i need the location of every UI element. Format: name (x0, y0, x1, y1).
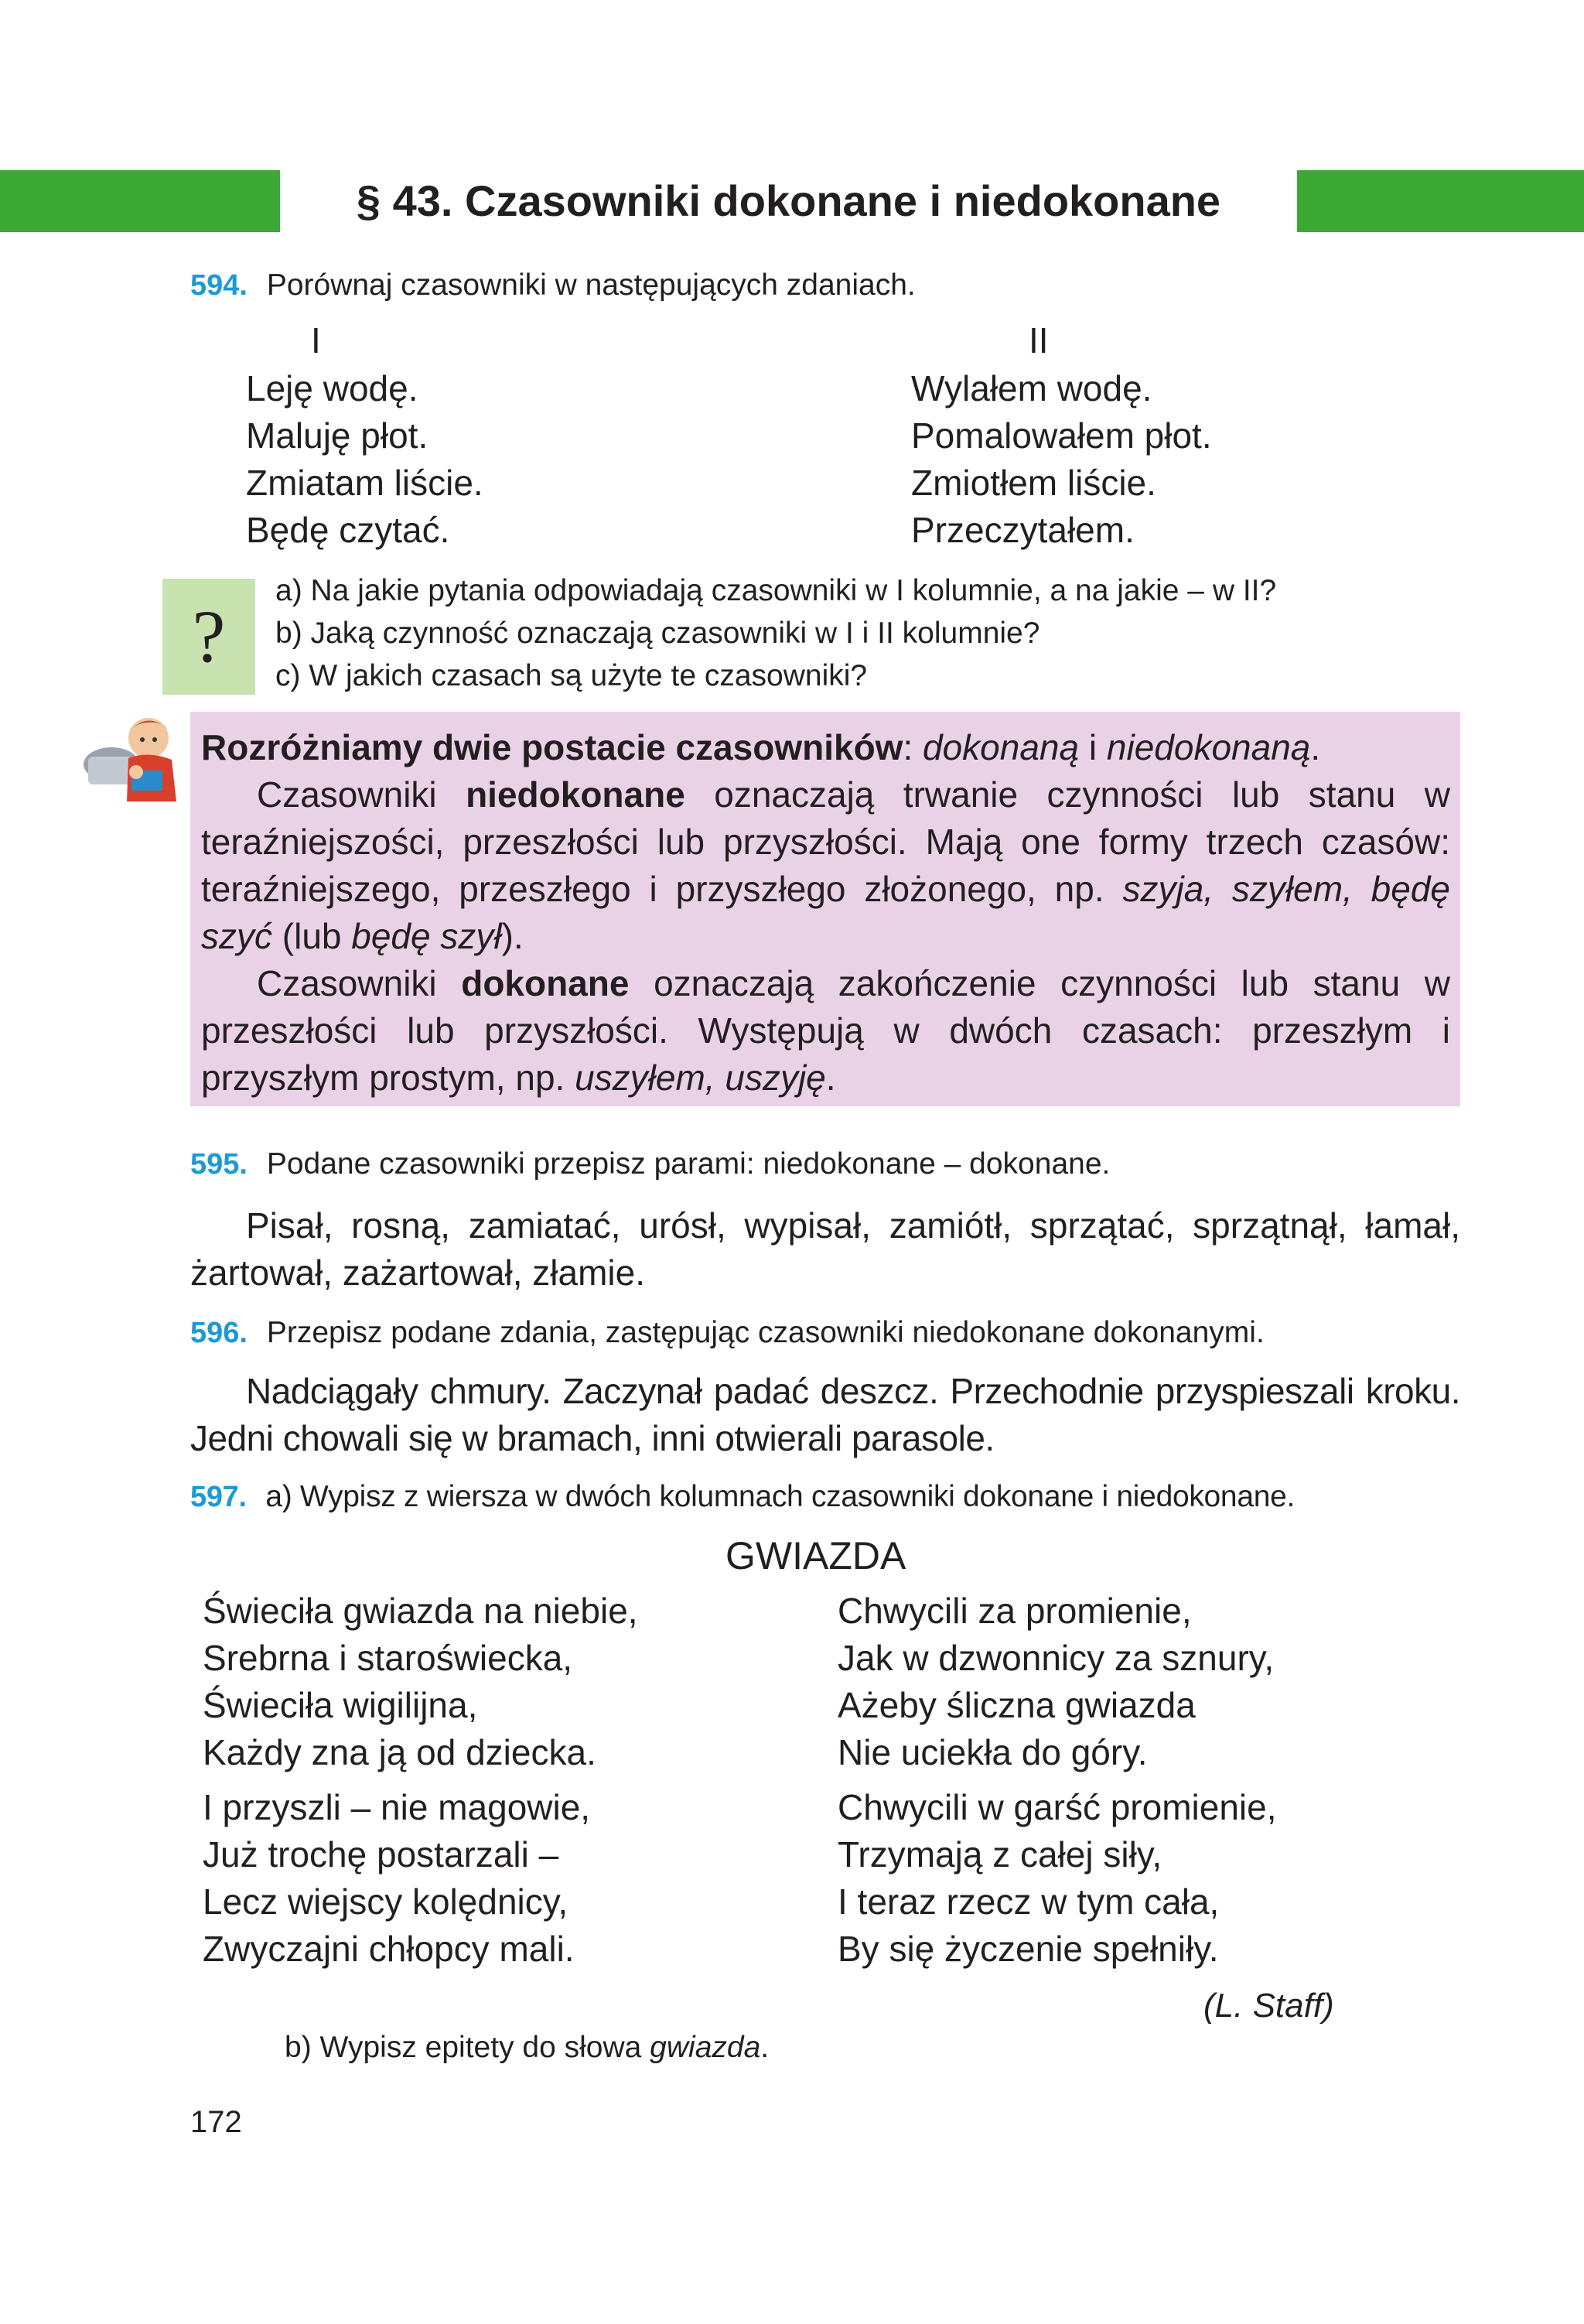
text: Czasowniki (257, 963, 462, 1003)
poem-line: Świeciła wigilijna, (203, 1685, 478, 1725)
question-list (275, 569, 1276, 697)
poem-left-stanza-2 (203, 1784, 590, 1973)
bold-term: niedokonane (466, 774, 685, 815)
text: b) Wypisz epitety do słowa (285, 2031, 650, 2064)
text: ). (501, 916, 524, 956)
exercise-instruction: a) Wypisz z wiersza w dwóch kolumnach czasowniki dokonane i niedokonane. (265, 1480, 1296, 1513)
question-item: c) W jakich czasach są użyte te czasowniki? (275, 659, 868, 692)
question-box (162, 579, 255, 695)
italic-term: dokonaną (923, 727, 1080, 767)
exercise-594-heading (190, 265, 916, 306)
sentence: Wylałem wodę. (911, 368, 1152, 408)
poem-line: Jak w dzwonnicy za sznury, (838, 1638, 1275, 1678)
poem-line: Chwycili za promienie, (838, 1591, 1192, 1631)
italic-term: niedokonaną (1106, 727, 1311, 767)
exercise-595-text: Pisał, rosną, zamiatać, urósł, wypisał, zamiótł, sprzątać, sprzątnął, łamał, żartował, zażartował, złamie. (190, 1205, 1460, 1293)
sentence-column-2 (911, 365, 1212, 554)
rule-paragraph-1 (201, 724, 1450, 771)
poem-line: Świeciła gwiazda na niebie, (203, 1591, 638, 1631)
text: : (903, 727, 923, 767)
sentence-column-1 (246, 365, 483, 554)
poem-right-stanza-2 (838, 1784, 1277, 1973)
sentence: Leję wodę. (246, 368, 418, 408)
column-header-1: I (311, 320, 321, 361)
bold-term: dokonane (461, 963, 630, 1003)
poem-line: Trzymają z całej siły, (838, 1834, 1162, 1875)
italic-example: będę szył (351, 916, 502, 956)
poem-author: (L. Staff) (1203, 1987, 1334, 2025)
exercise-597-heading (190, 1476, 1295, 1518)
exercise-number: 594. (190, 269, 248, 302)
column-header-2: II (1029, 320, 1049, 361)
poem-line: Zwyczajni chłopcy mali. (203, 1929, 575, 1969)
exercise-instruction: Przepisz podane zdania, zastępując czasowniki niedokonane dokonanymi. (266, 1316, 1265, 1349)
question-item: a) Na jakie pytania odpowiadają czasowniki w I kolumnie, a na jakie – w II? (275, 574, 1277, 607)
text: i (1079, 727, 1107, 767)
text: . (1310, 727, 1321, 767)
text: (lub (272, 916, 352, 956)
boy-reading-illustration (80, 710, 189, 803)
poem-line: Każdy zna ją od dziecka. (203, 1732, 596, 1772)
text: oznaczają trwanie czynności lub stanu w teraźniejszości, przeszłości lub przyszłości. Mają one formy trzech czasów: teraźniejszego, przeszłego i przyszłego złożonego, np. (201, 774, 1450, 909)
rule-paragraph-2 (201, 771, 1450, 960)
italic-example: uszyłem, uszyję (575, 1058, 826, 1098)
italic-word: gwiazda (650, 2031, 761, 2064)
question-item: b) Jaką czynność oznaczają czasowniki w I i II kolumnie? (275, 617, 1040, 650)
sentence: Przeczytałem. (911, 510, 1135, 550)
exercise-596-text: Nadciągały chmury. Zaczynał padać deszcz. Przechodnie przyspieszali kroku. Jedni chowali się w bramach, inni otwierali parasole. (190, 1371, 1460, 1458)
sentence: Pomalowałem płot. (911, 415, 1212, 456)
poem-line: By się życzenie spełniły. (838, 1929, 1219, 1969)
poem-line: I przyszli – nie magowie, (203, 1787, 591, 1827)
header-bar-right (1297, 170, 1584, 232)
exercise-number: 595. (190, 1148, 248, 1181)
text: . (760, 2031, 770, 2064)
poem-right-stanza-1 (838, 1587, 1274, 1776)
text: oznaczają zakończenie czynności lub stanu w przeszłości lub przyszłości. Występują w dwóch czasach: przeszłym i przyszłym prostym, np. (201, 963, 1450, 1098)
exercise-instruction: Porównaj czasowniki w następujących zdaniach. (266, 268, 916, 302)
sentence: Zmiatam liście. (246, 463, 483, 503)
exercise-number: 596. (190, 1317, 248, 1349)
poem-line: Srebrna i staroświecka, (203, 1638, 573, 1678)
header-bar-left (0, 170, 280, 232)
poem-left-stanza-1 (203, 1587, 638, 1776)
poem-line: Ażeby śliczna gwiazda (838, 1685, 1196, 1725)
exercise-595-heading (190, 1143, 1110, 1185)
exercise-596-heading (190, 1312, 1265, 1354)
rule-paragraph-3 (201, 960, 1450, 1102)
exercise-597-task-b (285, 2027, 769, 2069)
page-number: 172 (190, 2105, 242, 2139)
question-mark-icon: ? (192, 595, 226, 678)
poem-line: Już trochę postarzali – (203, 1834, 559, 1875)
sentence: Maluję płot. (246, 415, 428, 456)
poem-title: GWIAZDA (725, 1534, 906, 1577)
italic-example: szyja, szyłem, będę szyć (201, 869, 1450, 956)
bold-term: Rozróżniamy dwie postacie czasowników (201, 727, 903, 767)
poem-line: Nie uciekła do góry. (838, 1732, 1148, 1772)
poem-line: Lecz wiejscy kolędnicy, (203, 1881, 568, 1922)
exercise-instruction: Podane czasowniki przepisz parami: niedokonane – dokonane. (266, 1147, 1111, 1181)
page-title: § 43. Czasowniki dokonane i niedokonane (356, 176, 1221, 225)
sentence: Będę czytać. (246, 510, 450, 550)
poem-line: I teraz rzecz w tym cała, (838, 1881, 1220, 1922)
exercise-number: 597. (190, 1481, 247, 1513)
poem-line: Chwycili w garść promienie, (838, 1787, 1277, 1827)
text: . (825, 1058, 836, 1098)
text: Czasowniki (257, 774, 466, 815)
sentence: Zmiotłem liście. (911, 463, 1156, 503)
